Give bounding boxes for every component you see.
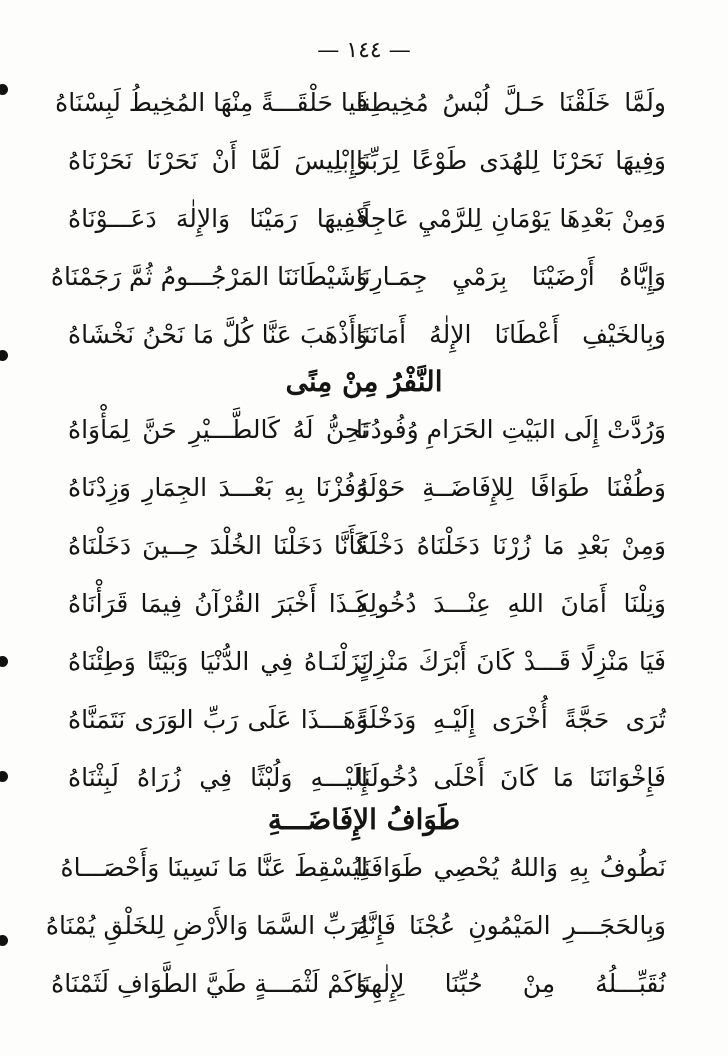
second-hemistich: كَأَنَّا دَخَلْنَا الخُلْدَ حِــينَ دَخَلْنَاهُ bbox=[68, 531, 368, 560]
second-hemistich: إِلَيْـــهِ وَلُبْثًا فِي زُرَاهُ لَبِثْنَاهُ bbox=[68, 763, 368, 792]
verse bbox=[0, 956, 728, 1014]
first-hemistich: فَإِخْوَانَنَا مَا كَانَ أَحْلَى دُخُولَنَا bbox=[356, 763, 666, 792]
second-hemistich: فَفِيهَا رَمَيْنَا وَالإِلٰهَ دَعَـــوْنَاهُ bbox=[68, 204, 368, 233]
first-hemistich: وَنِلْنَا أَمَانَ اللهِ عِنْـــدَ دُخُولِهِ bbox=[356, 589, 666, 618]
section-title: النَّفْرُ مِنْ مِنًى bbox=[285, 365, 443, 398]
verse bbox=[0, 307, 728, 365]
first-hemistich: وَفِيهَا نَحَرْنَا لِلهُدَى طَوْعًا لِرَبِّنَا bbox=[356, 146, 666, 175]
verse bbox=[0, 249, 728, 307]
second-hemistich: كَـذَا أَخْبَرَ القُرْآنُ فِيمَا قَرَأْنَاهُ bbox=[68, 589, 368, 618]
verse bbox=[0, 191, 728, 249]
second-hemistich: لِرَبِّ السَّمَا وَالأَرْضِ لِلخَلْقِ يُمْنَاهُ bbox=[45, 911, 368, 940]
verse bbox=[0, 840, 728, 898]
first-hemistich: وَرُدَّتْ إِلَى البَيْتِ الحَرَامِ وُفُودُنَا bbox=[356, 415, 666, 444]
intro-verses bbox=[0, 75, 728, 365]
first-hemistich: وَبِالخَيْفِ أَعْطَانَا الإِلٰهُ أَمَانَنَا bbox=[356, 320, 666, 349]
verse bbox=[0, 692, 728, 750]
verse bbox=[0, 133, 728, 191]
verse bbox=[0, 460, 728, 518]
first-hemistich: وَمِنْ بَعْدِ مَا زُرْنَا دَخَلْنَاهُ دَخْلَةً bbox=[356, 531, 666, 560]
first-hemistich: نُقَبِّـــلُهُ مِنْ حُبِّنَا لِإِلٰهِنَا bbox=[356, 969, 666, 998]
second-hemistich: وَأَذْهَبَ عَنَّا كُلَّ مَا نَحْنُ نَخْشَاهُ bbox=[68, 320, 368, 349]
second-hemistich: نَزَلْنَـاهُ فِي الدُّنْيَا وَبَيْتًا وَطِئْنَاهُ bbox=[68, 647, 368, 676]
verse bbox=[0, 634, 728, 692]
section-title: طَوَافُ الإِفَاضَـــةِ bbox=[267, 803, 461, 836]
first-hemistich: وَبِالحَجَـــرِ المَيْمُونِ عُجْنَا فَإِنَّهُ bbox=[356, 911, 666, 940]
page-number: — ١٤٤ — bbox=[317, 38, 411, 63]
verse bbox=[0, 402, 728, 460]
first-hemistich: وَمِنْ بَعْدِهَا يَوْمَانِ لِلرَّمْيِ عَاجِلًا bbox=[356, 204, 666, 233]
second-hemistich: لِيُسْقِطَ عَنَّا مَا نَسِينَا وَأَحْصَـــاهُ bbox=[60, 853, 368, 882]
second-hemistich: وَهَـــذَا عَلَى رَبِّ الوَرَى نَتَمَنَّاهُ bbox=[68, 705, 368, 734]
verse bbox=[0, 898, 728, 956]
verse bbox=[0, 75, 728, 133]
verse bbox=[0, 576, 728, 634]
verse bbox=[0, 518, 728, 576]
second-hemistich: وَشَيْطَانَنَا المَرْجُـــومُ ثُمَّ رَجَمْنَاهُ bbox=[50, 262, 368, 291]
section-nafr bbox=[0, 362, 728, 808]
section-tawaf bbox=[0, 800, 728, 1014]
second-hemistich: وَكَمْ لَثْمَـــةٍ طَيَّ الطَّوَافِ لَثَمْنَاهُ bbox=[51, 969, 368, 998]
first-hemistich: وَإِيَّاهُ أَرْضَيْنَا بِرَمْيِ جِمَـارِنَا bbox=[356, 262, 666, 291]
first-hemistich: ولَمَّا خَلَقْنَا حَـلَّ لُبْسُ مُخِيطِنا bbox=[356, 88, 666, 117]
second-hemistich: نَحِنُّ لَهُ كَالطَّـــيْرِ حَنَّ لِمَأْوَاهُ bbox=[68, 415, 368, 444]
first-hemistich: تُرَى حَجَّةً أُخْرَى إِلَيْـهِ وَدَخْلَةً bbox=[356, 705, 666, 734]
first-hemistich: فَيَا مَنْزِلًا قَـــدْ كَانَ أَبْرَكَ مَنْزِلٍ bbox=[356, 647, 666, 676]
second-hemistich: وَإِبْلِيسَ لَمَّا أَنْ نَحَرْنَا نَحَرْنَاهُ bbox=[68, 146, 368, 175]
first-hemistich: وَطُفْنَا طَوَافًا لِلإِفَاضَــةِ حَوْلَهُ bbox=[356, 473, 666, 502]
first-hemistich: نَطُوفُ بِهِ وَاللهُ يُحْصِي طَوَافَنَا bbox=[356, 853, 666, 882]
second-hemistich: وَفُزْنَا بِهِ بَعْـــدَ الجِمَارِ وَزِدْنَاهُ bbox=[68, 473, 368, 502]
second-hemistich: فَيا حَلْقَـــةً مِنْهَا المُخِيطُ لَبِسْنَاهُ bbox=[55, 88, 368, 117]
